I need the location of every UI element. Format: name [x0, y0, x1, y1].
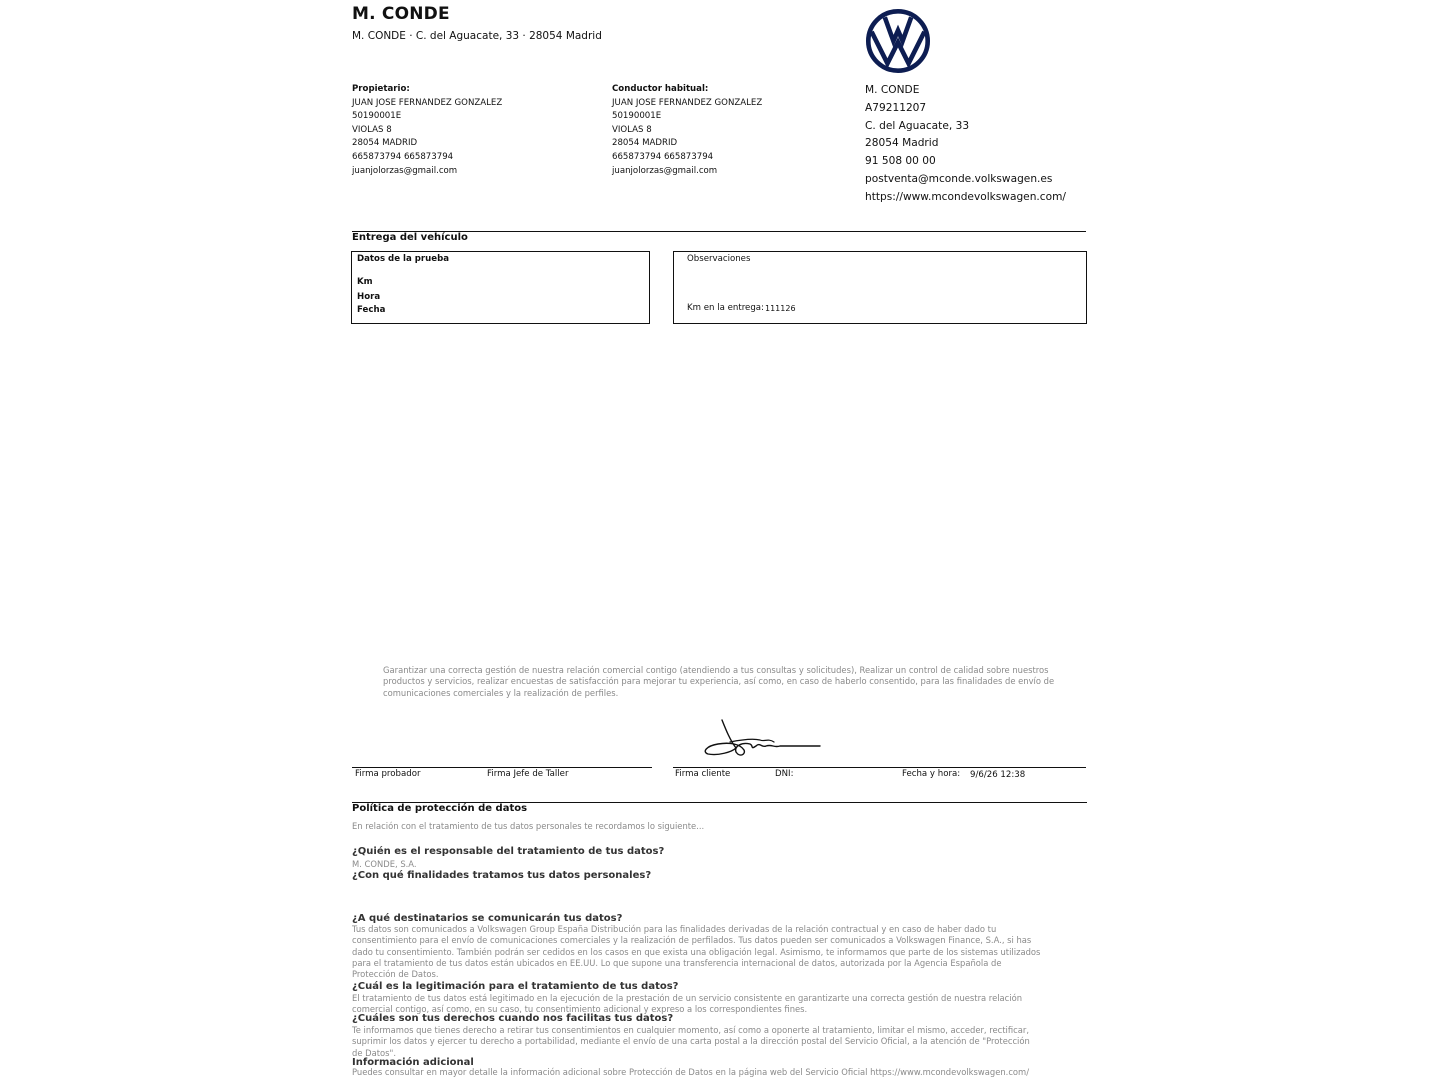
policy-question-rights: ¿Cuáles son tus derechos cuando nos facilitas tus datos?	[352, 1013, 674, 1024]
signature-line-right	[673, 767, 1086, 768]
datetime-label: Fecha y hora:	[902, 769, 961, 779]
owner-id: 50190001E	[352, 111, 402, 122]
observations-box	[673, 251, 1087, 324]
company-name: M. CONDE	[352, 4, 450, 24]
policy-answer-controller: M. CONDE, S.A.	[352, 859, 417, 869]
company-address-line: M. CONDE · C. del Aguacate, 33 · 28054 Madrid	[352, 30, 602, 42]
test-data-box	[351, 251, 650, 324]
customer-signature	[700, 716, 824, 762]
dealer-phone: 91 508 00 00	[865, 155, 936, 168]
policy-title: Política de protección de datos	[352, 803, 528, 814]
owner-street: VIOLAS 8	[352, 124, 392, 135]
driver-label: Conductor habitual:	[612, 84, 709, 94]
signature-line-left	[352, 767, 652, 768]
km-delivery-value: 111126	[765, 304, 796, 313]
driver-name: JUAN JOSE FERNANDEZ GONZALEZ	[612, 97, 763, 108]
customer-signature-label: Firma cliente	[675, 769, 731, 779]
workshop-chief-signature-label: Firma Jefe de Taller	[487, 769, 569, 779]
dealer-block	[865, 82, 1066, 207]
owner-email: juanjolorzas@gmail.com	[352, 165, 458, 176]
policy-answer-recipients: Tus datos son comunicados a Volkswagen Group España Distribución para las finalidades derivadas de la relación contractual y en caso de haber dado tu consentimiento para el envío de comunicaciones comerciales y la realización de perfilados. Tus datos pueden ser comunicados a Volkswagen Finance, S.A., si has dado tu consentimiento. También podrán ser cedidos en los casos en que exista una obligación legal. Asimismo, te informamos que parte de los sistemas utilizados para el tratamiento de tus datos están ubicados en EE.UU. Lo que supone una transferencia internacional de datos, autorizada por la Agencia Española de Protección de Datos.	[352, 924, 1041, 980]
test-km-label: Km	[357, 277, 373, 287]
test-hour-label: Hora	[357, 292, 381, 302]
dealer-name: M. CONDE	[865, 84, 920, 96]
owner-city: 28054 MADRID	[352, 138, 418, 149]
policy-answer-rights: Te informamos que tienes derecho a retirar tus consentimientos en cualquier momento, así como a oponerte al tratamiento, limitar el mismo, acceder, rectificar, suprimir los datos y ejercer tu derecho a portabilidad, mediante el envío de una carta postal a la dirección postal del Servicio Oficial, a la atención de "Protección de Datos".	[352, 1025, 1030, 1058]
policy-question-recipients: ¿A qué destinatarios se comunicarán tus datos?	[352, 913, 623, 924]
driver-email: juanjolorzas@gmail.com	[612, 165, 718, 176]
policy-question-additional: Información adicional	[352, 1057, 474, 1068]
datetime-value: 9/6/26 12:38	[970, 770, 1026, 780]
test-date-label: Fecha	[357, 305, 386, 315]
test-data-title: Datos de la prueba	[357, 254, 450, 264]
dealer-email[interactable]: postventa@mconde.volkswagen.es	[865, 172, 1053, 185]
dni-label: DNI:	[775, 769, 794, 779]
driver-id: 50190001E	[612, 111, 662, 122]
policy-answer-legitimation: El tratamiento de tus datos está legitimado en la ejecución de la prestación de un servicio consistente en garantizarte una correcta gestión de nuestra relación comercial contigo, así como, en su caso, tu consentimiento adicional y expreso a los correspondientes fines.	[352, 993, 1023, 1015]
volkswagen-logo-icon	[865, 8, 931, 74]
privacy-note: Garantizar una correcta gestión de nuestra relación comercial contigo (atendiendo a tus consultas y solicitudes), Realizar un control de calidad sobre nuestros productos y servicios, realizar encuestas de satisfacción para mejorar tu experiencia, así como, en caso de haberlo consentido, para las finalidades de envío de comunicaciones comerciales y la realización de perfiles.	[383, 665, 1055, 698]
driver-city: 28054 MADRID	[612, 138, 678, 149]
owner-block	[352, 83, 502, 178]
dealer-street: C. del Aguacate, 33	[865, 119, 970, 132]
observations-title: Observaciones	[687, 254, 751, 264]
owner-name: JUAN JOSE FERNANDEZ GONZALEZ	[352, 97, 503, 108]
owner-phones: 665873794 665873794	[352, 151, 454, 162]
policy-answer-additional: Puedes consultar en mayor detalle la información adicional sobre Protección de Datos en la página web del Servicio Oficial https://www.mcondevolkswagen.com/	[352, 1067, 1030, 1077]
policy-question-controller: ¿Quién es el responsable del tratamiento de tus datos?	[352, 846, 665, 857]
driver-block	[612, 83, 762, 178]
policy-intro: En relación con el tratamiento de tus datos personales te recordamos lo siguiente...	[352, 821, 705, 831]
dealer-cif: A79211207	[865, 101, 927, 114]
policy-question-legitimation: ¿Cuál es la legitimación para el tratamiento de tus datos?	[352, 981, 679, 992]
driver-street: VIOLAS 8	[612, 124, 652, 135]
dealer-city: 28054 Madrid	[865, 137, 939, 150]
driver-phones: 665873794 665873794	[612, 151, 714, 162]
owner-label: Propietario:	[352, 84, 410, 94]
delivery-section-title: Entrega del vehículo	[352, 232, 468, 243]
policy-question-purposes: ¿Con qué finalidades tratamos tus datos personales?	[352, 870, 652, 881]
km-delivery-label: Km en la entrega:	[687, 303, 764, 313]
dealer-website[interactable]: https://www.mcondevolkswagen.com/	[865, 190, 1066, 203]
tester-signature-label: Firma probador	[355, 769, 421, 779]
